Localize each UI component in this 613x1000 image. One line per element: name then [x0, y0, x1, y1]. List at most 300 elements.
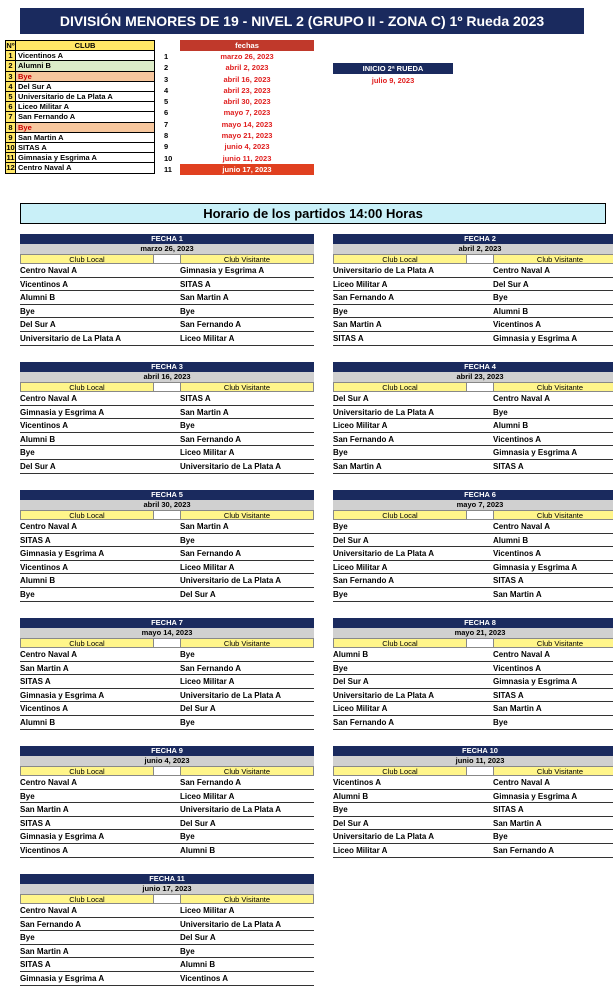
fecha-date: junio 4, 2023	[224, 142, 270, 152]
fecha-block	[20, 490, 314, 602]
club-visitante-label: Club Visitante	[180, 510, 314, 520]
match-row	[20, 574, 314, 588]
away-team: Alumni B	[180, 960, 216, 970]
home-team: Liceo Militar A	[333, 279, 388, 289]
club-row	[6, 122, 155, 132]
home-team: San Martin A	[20, 805, 69, 815]
away-team: SITAS A	[180, 279, 211, 289]
away-team: SITAS A	[493, 576, 524, 586]
home-team: Vicentinos A	[20, 421, 69, 431]
club-number: 9	[6, 132, 16, 142]
away-team: Alumni B	[180, 845, 216, 855]
label-spacer	[467, 510, 493, 520]
home-team: Del Sur A	[333, 677, 369, 687]
label-spacer	[467, 766, 493, 776]
fecha-block-title: FECHA 7	[20, 618, 314, 628]
match-row	[333, 332, 613, 346]
label-spacer	[154, 510, 180, 520]
fecha-list-item	[160, 107, 316, 118]
match-row	[20, 305, 314, 319]
away-team: San Fernando A	[493, 845, 555, 855]
away-team: Bye	[180, 832, 195, 842]
away-team: San Martin A	[180, 407, 229, 417]
club-name: San Fernando A	[16, 112, 155, 122]
match-row	[20, 318, 314, 332]
club-local-label: Club Local	[333, 638, 467, 648]
home-team: Universitario de La Plata A	[333, 690, 435, 700]
home-team: Vicentinos A	[20, 845, 69, 855]
match-row	[20, 332, 314, 346]
home-team: SITAS A	[20, 960, 51, 970]
away-team: Universitario de La Plata A	[180, 690, 282, 700]
fecha-date: abril 30, 2023	[223, 97, 271, 107]
away-team: Bye	[180, 650, 195, 659]
match-row	[333, 305, 613, 319]
match-row	[333, 446, 613, 460]
club-row	[6, 61, 155, 71]
home-team: Centro Naval A	[20, 650, 78, 659]
match-row	[20, 460, 314, 474]
fecha-number: 3	[164, 74, 169, 84]
fecha-date: junio 17, 2023	[180, 164, 314, 175]
fecha-block-date: abril 2, 2023	[333, 244, 613, 254]
away-team: Gimnasia y Esgrima A	[493, 562, 578, 572]
home-team: San Fernando A	[333, 293, 395, 303]
home-team: Centro Naval A	[20, 522, 78, 531]
fecha-block	[333, 618, 613, 730]
away-team: Centro Naval A	[493, 266, 551, 275]
home-team: Bye	[20, 306, 35, 316]
home-team: Bye	[20, 791, 35, 801]
club-row	[6, 51, 155, 61]
label-spacer	[154, 382, 180, 392]
home-team: Liceo Militar A	[333, 421, 388, 431]
page-title: DIVISIÓN MENORES DE 19 - NIVEL 2 (GRUPO II - ZONA C) 1º Rueda 2023	[20, 8, 584, 34]
match-row	[20, 972, 314, 986]
match-row	[20, 904, 314, 918]
away-team: Alumni B	[493, 535, 529, 545]
home-team: Gimnasia y Esgrima A	[20, 407, 105, 417]
match-row	[20, 662, 314, 676]
home-team: Del Sur A	[20, 320, 56, 330]
home-team: Bye	[333, 306, 348, 316]
fecha-block-labels	[333, 382, 613, 392]
home-team: Vicentinos A	[20, 704, 69, 714]
match-row	[333, 716, 613, 730]
fecha-block-date: junio 17, 2023	[20, 884, 314, 894]
match-row	[20, 433, 314, 447]
fecha-block-title: FECHA 6	[333, 490, 613, 500]
home-team: SITAS A	[333, 333, 364, 343]
match-row	[20, 675, 314, 689]
home-team: Vicentinos A	[20, 562, 69, 572]
fecha-block-labels	[20, 254, 314, 264]
home-team: Bye	[333, 805, 348, 815]
away-team: Centro Naval A	[493, 650, 551, 659]
fecha-block-labels	[20, 766, 314, 776]
home-team: Gimnasia y Esgrima A	[20, 690, 105, 700]
home-team: San Martin A	[20, 946, 69, 956]
club-number: 2	[6, 61, 16, 71]
club-visitante-label: Club Visitante	[180, 382, 314, 392]
fecha-list-item	[160, 119, 316, 130]
horario-banner: Horario de los partidos 14:00 Horas	[20, 203, 606, 224]
fecha-block-date: abril 16, 2023	[20, 372, 314, 382]
club-row	[6, 132, 155, 142]
fecha-block-date: marzo 26, 2023	[20, 244, 314, 254]
fecha-block-title: FECHA 8	[333, 618, 613, 628]
away-team: Bye	[493, 717, 508, 727]
fecha-list-item	[160, 62, 316, 73]
fecha-list-item	[160, 141, 316, 152]
away-team: San Fernando A	[180, 549, 242, 559]
away-team: Liceo Militar A	[180, 562, 235, 572]
away-team: Liceo Militar A	[180, 791, 235, 801]
club-number: 6	[6, 102, 16, 112]
label-spacer	[154, 638, 180, 648]
fecha-block-labels	[333, 254, 613, 264]
club-table-header	[6, 41, 155, 51]
match-row	[20, 588, 314, 602]
club-number: 1	[6, 51, 16, 61]
home-team: Bye	[333, 589, 348, 599]
club-visitante-label: Club Visitante	[493, 254, 613, 264]
club-name: Bye	[16, 122, 155, 132]
away-team: Universitario de La Plata A	[180, 919, 282, 929]
club-number: 11	[6, 153, 15, 163]
match-row	[333, 689, 613, 703]
away-team: Gimnasia y Esgrima A	[493, 448, 578, 458]
fecha-block	[333, 490, 613, 602]
match-row	[20, 817, 314, 831]
fecha-block-title: FECHA 3	[20, 362, 314, 372]
home-team: Alumni B	[20, 434, 56, 444]
label-spacer	[154, 894, 180, 904]
fecha-block-date: mayo 21, 2023	[333, 628, 613, 638]
match-row	[20, 958, 314, 972]
home-team: Centro Naval A	[20, 778, 78, 787]
match-row	[20, 702, 314, 716]
match-row	[20, 803, 314, 817]
match-row	[333, 291, 613, 305]
club-name: Centro Naval A	[16, 163, 155, 173]
match-row	[20, 547, 314, 561]
club-number: 7	[6, 112, 16, 122]
fecha-list-item	[160, 153, 316, 164]
fecha-block	[333, 234, 613, 346]
segunda-rueda-label: INICIO 2ª RUEDA	[333, 63, 453, 74]
fecha-block-title: FECHA 11	[20, 874, 314, 884]
home-team: San Martin A	[333, 320, 382, 330]
club-visitante-label: Club Visitante	[180, 638, 314, 648]
match-row	[20, 278, 314, 292]
club-number: 8	[6, 122, 16, 132]
away-team: Gimnasia y Esgrima A	[493, 791, 578, 801]
fecha-number: 2	[164, 63, 169, 73]
home-team: Vicentinos A	[20, 279, 69, 289]
club-row	[6, 112, 155, 122]
fecha-block-title: FECHA 9	[20, 746, 314, 756]
club-visitante-label: Club Visitante	[180, 766, 314, 776]
fecha-number: 1	[164, 52, 169, 61]
match-row	[333, 844, 613, 858]
club-local-label: Club Local	[333, 766, 467, 776]
match-row	[20, 830, 314, 844]
fecha-block-labels	[20, 382, 314, 392]
home-team: Universitario de La Plata A	[20, 333, 122, 343]
fecha-date: mayo 14, 2023	[221, 119, 273, 129]
club-local-label: Club Local	[333, 382, 467, 392]
home-team: Liceo Militar A	[333, 704, 388, 714]
club-number: 5	[6, 92, 16, 102]
match-row	[333, 675, 613, 689]
label-spacer	[467, 254, 493, 264]
fechas-list	[160, 40, 316, 175]
match-row	[333, 534, 613, 548]
home-team: Del Sur A	[333, 394, 369, 403]
away-team: Vicentinos A	[180, 973, 229, 983]
match-row	[333, 588, 613, 602]
home-team: SITAS A	[20, 535, 51, 545]
away-team: Centro Naval A	[493, 522, 551, 531]
match-row	[333, 460, 613, 474]
away-team: San Martin A	[493, 589, 542, 599]
home-team: Vicentinos A	[333, 778, 382, 787]
club-row	[6, 81, 155, 91]
fecha-block	[333, 362, 613, 474]
fecha-block	[20, 618, 314, 730]
home-team: San Martin A	[20, 663, 69, 673]
match-row	[20, 844, 314, 858]
away-team: Vicentinos A	[493, 434, 542, 444]
fecha-number: 7	[164, 119, 169, 129]
fecha-list-item	[160, 130, 316, 141]
club-name: San Martin A	[16, 132, 155, 142]
club-local-label: Club Local	[20, 382, 154, 392]
label-spacer	[467, 638, 493, 648]
match-row	[333, 433, 613, 447]
club-number-header: Nº	[6, 41, 15, 50]
away-team: Universitario de La Plata A	[180, 805, 282, 815]
home-team: Bye	[20, 933, 35, 943]
home-team: SITAS A	[20, 677, 51, 687]
away-team: Universitario de La Plata A	[180, 576, 282, 586]
fecha-date: abril 16, 2023	[223, 74, 271, 84]
home-team: Universitario de La Plata A	[333, 832, 435, 842]
match-row	[20, 534, 314, 548]
fecha-list-item	[160, 96, 316, 107]
home-team: Universitario de La Plata A	[333, 549, 435, 559]
away-team: Alumni B	[493, 421, 529, 431]
home-team: Gimnasia y Esgrima A	[20, 549, 105, 559]
match-row	[333, 648, 613, 662]
match-row	[333, 392, 613, 406]
away-team: Bye	[180, 421, 195, 431]
away-team: Bye	[493, 407, 508, 417]
fecha-block-date: abril 30, 2023	[20, 500, 314, 510]
home-team: Centro Naval A	[20, 906, 78, 915]
fecha-number: 5	[164, 97, 169, 107]
club-name: SITAS A	[16, 143, 155, 153]
match-row	[20, 790, 314, 804]
away-team: Centro Naval A	[493, 778, 551, 787]
club-name: Universitario de La Plata A	[16, 92, 155, 102]
club-row	[6, 92, 155, 102]
away-team: Gimnasia y Esgrima A	[493, 333, 578, 343]
away-team: Gimnasia y Esgrima A	[180, 266, 265, 275]
home-team: Centro Naval A	[20, 266, 78, 275]
match-row	[333, 790, 613, 804]
away-team: Gimnasia y Esgrima A	[493, 677, 578, 687]
fecha-number: 8	[164, 131, 169, 141]
fecha-block-labels	[333, 766, 613, 776]
fecha-date: mayo 21, 2023	[221, 131, 273, 141]
away-team: Universitario de La Plata A	[180, 461, 282, 471]
away-team: Bye	[493, 293, 508, 303]
away-team: SITAS A	[180, 394, 211, 403]
fecha-number: 9	[164, 142, 169, 152]
away-team: Liceo Militar A	[180, 448, 235, 458]
fecha-block	[333, 746, 613, 858]
away-team: San Martin A	[493, 704, 542, 714]
away-team: Bye	[180, 535, 195, 545]
club-name-header: CLUB	[16, 41, 155, 51]
club-name: Gimnasia y Esgrima A	[16, 153, 155, 163]
away-team: San Martin A	[180, 293, 229, 303]
away-team: Bye	[180, 946, 195, 956]
label-spacer	[154, 254, 180, 264]
match-row	[333, 406, 613, 420]
away-team: San Martin A	[180, 522, 229, 531]
match-row	[333, 278, 613, 292]
match-row	[20, 291, 314, 305]
fecha-list-item	[160, 85, 316, 96]
match-row	[20, 716, 314, 730]
match-row	[333, 318, 613, 332]
match-row	[20, 392, 314, 406]
home-team: Alumni B	[20, 717, 56, 727]
segunda-rueda-date: julio 9, 2023	[371, 76, 415, 85]
club-visitante-label: Club Visitante	[180, 894, 314, 904]
away-team: Centro Naval A	[493, 394, 551, 403]
home-team: Alumni B	[333, 791, 369, 801]
fecha-block-title: FECHA 10	[333, 746, 613, 756]
fecha-block-labels	[20, 638, 314, 648]
home-team: Del Sur A	[20, 461, 56, 471]
fecha-block-labels	[20, 510, 314, 520]
club-visitante-label: Club Visitante	[493, 510, 613, 520]
fecha-block-labels	[333, 510, 613, 520]
away-team: Vicentinos A	[493, 320, 542, 330]
away-team: SITAS A	[493, 461, 524, 471]
home-team: Gimnasia y Esgrima A	[20, 973, 105, 983]
home-team: Alumni B	[333, 650, 369, 659]
match-row	[20, 406, 314, 420]
match-row	[333, 574, 613, 588]
fecha-block-title: FECHA 1	[20, 234, 314, 244]
match-row	[333, 776, 613, 790]
home-team: San Fernando A	[333, 576, 395, 586]
match-row	[333, 264, 613, 278]
fecha-date: abril 2, 2023	[225, 63, 269, 73]
home-team: Liceo Militar A	[333, 562, 388, 572]
fecha-block	[20, 874, 314, 986]
home-team: SITAS A	[20, 818, 51, 828]
club-number: 4	[6, 81, 16, 91]
away-team: Del Sur A	[180, 704, 216, 714]
match-row	[20, 945, 314, 959]
fecha-block-date: abril 23, 2023	[333, 372, 613, 382]
fecha-number: 11	[164, 164, 172, 174]
fecha-date: mayo 7, 2023	[223, 108, 271, 118]
match-row	[333, 547, 613, 561]
away-team: Vicentinos A	[493, 549, 542, 559]
club-name: Bye	[16, 71, 155, 81]
away-team: Alumni B	[493, 306, 529, 316]
club-local-label: Club Local	[20, 894, 154, 904]
match-row	[333, 520, 613, 534]
fecha-block-title: FECHA 4	[333, 362, 613, 372]
fecha-list-item	[160, 51, 316, 62]
fecha-block-date: junio 4, 2023	[20, 756, 314, 766]
away-team: Liceo Militar A	[180, 906, 235, 915]
home-team: Del Sur A	[333, 818, 369, 828]
fecha-block-title: FECHA 2	[333, 234, 613, 244]
match-row	[333, 702, 613, 716]
away-team: Vicentinos A	[493, 663, 542, 673]
fecha-block	[20, 362, 314, 474]
home-team: San Martin A	[333, 461, 382, 471]
away-team: San Fernando A	[180, 778, 242, 787]
club-local-label: Club Local	[20, 510, 154, 520]
club-name: Vicentinos A	[16, 51, 155, 61]
fecha-date: abril 23, 2023	[223, 85, 271, 95]
home-team: San Fernando A	[333, 717, 395, 727]
match-row	[333, 419, 613, 433]
club-local-label: Club Local	[20, 638, 154, 648]
away-team: Bye	[493, 832, 508, 842]
match-row	[20, 689, 314, 703]
fecha-block-title: FECHA 5	[20, 490, 314, 500]
match-row	[20, 520, 314, 534]
home-team: Bye	[20, 448, 35, 458]
match-row	[20, 648, 314, 662]
home-team: San Fernando A	[333, 434, 395, 444]
fecha-number: 10	[164, 153, 173, 163]
away-team: Liceo Militar A	[180, 333, 235, 343]
away-team: Bye	[180, 717, 195, 727]
home-team: Gimnasia y Esgrima A	[20, 832, 105, 842]
fecha-date: marzo 26, 2023	[220, 52, 274, 61]
fecha-block-date: junio 11, 2023	[333, 756, 613, 766]
match-row	[333, 803, 613, 817]
fecha-block-date: mayo 14, 2023	[20, 628, 314, 638]
club-name: Liceo Militar A	[16, 102, 155, 112]
home-team: Bye	[333, 522, 348, 531]
home-team: Bye	[20, 589, 35, 599]
club-local-label: Club Local	[333, 254, 467, 264]
match-row	[333, 561, 613, 575]
home-team: Centro Naval A	[20, 394, 78, 403]
away-team: Liceo Militar A	[180, 677, 235, 687]
home-team: Bye	[333, 663, 348, 673]
home-team: Universitario de La Plata A	[333, 407, 435, 417]
away-team: Bye	[180, 306, 195, 316]
home-team: Bye	[333, 448, 348, 458]
fechas-header: fechas	[180, 40, 314, 51]
fecha-date: junio 11, 2023	[222, 153, 272, 163]
away-team: Del Sur A	[180, 589, 216, 599]
